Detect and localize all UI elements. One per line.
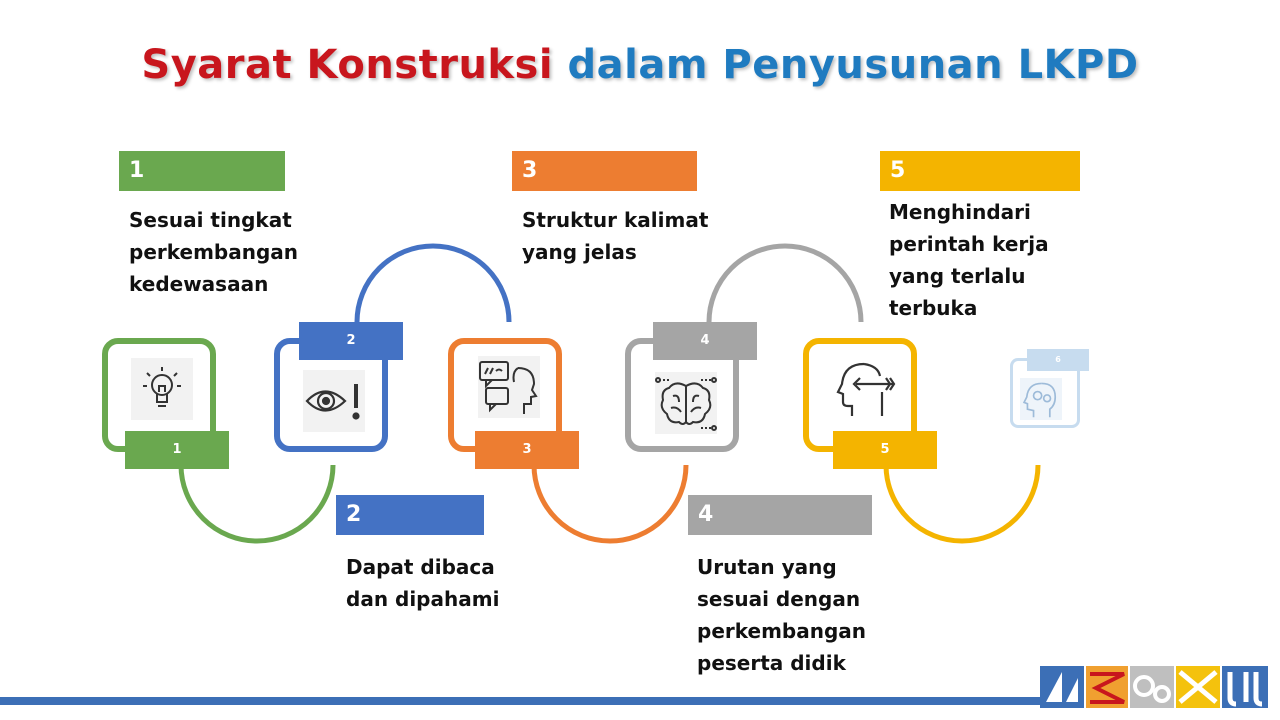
step-2-label-bar: 2 — [336, 495, 484, 535]
arc-green — [181, 465, 333, 541]
arc-orange — [534, 465, 686, 541]
eye-exclamation-icon — [303, 370, 365, 432]
step-1-label-bar: 1 — [119, 151, 285, 191]
step-6-small-bar: 6 — [1027, 349, 1089, 371]
step-4-description: Urutan yang sesuai dengan perkembangan peserta didik — [697, 555, 867, 675]
step-3-small-bar: 3 — [475, 431, 579, 469]
title-part-blue: dalam Penyusunan LKPD — [567, 42, 1139, 88]
step-5-small-bar: 5 — [833, 431, 937, 469]
step-2-small-bar: 2 — [299, 322, 403, 360]
step-5-label-bar: 5 — [880, 151, 1080, 191]
step-3-description: Struktur kalimat yang jelas — [522, 208, 709, 264]
head-gears-icon — [1020, 378, 1062, 420]
step-3-label-bar: 3 — [512, 151, 697, 191]
lightbulb-icon — [131, 358, 193, 420]
brain-circuit-icon — [655, 372, 717, 434]
step-1-description: Sesuai tingkat perkembangan kedewasaan — [129, 208, 299, 296]
step-4-small-bar: 4 — [653, 322, 757, 360]
institution-logo-icon — [1040, 662, 1270, 708]
head-target-icon — [834, 358, 896, 420]
step-2-description: Dapat dibaca dan dipahami — [346, 555, 500, 611]
step-4-label-bar: 4 — [688, 495, 872, 535]
title-part-red: Syarat Konstruksi — [141, 42, 554, 88]
step-1-small-bar: 1 — [125, 431, 229, 469]
bottom-line — [0, 697, 1040, 705]
speaking-head-icon — [478, 356, 540, 418]
arc-blue — [357, 246, 509, 322]
step-5-description: Menghindari perintah kerja yang terlalu terbuka — [889, 200, 1049, 320]
arc-yellow — [886, 465, 1038, 541]
